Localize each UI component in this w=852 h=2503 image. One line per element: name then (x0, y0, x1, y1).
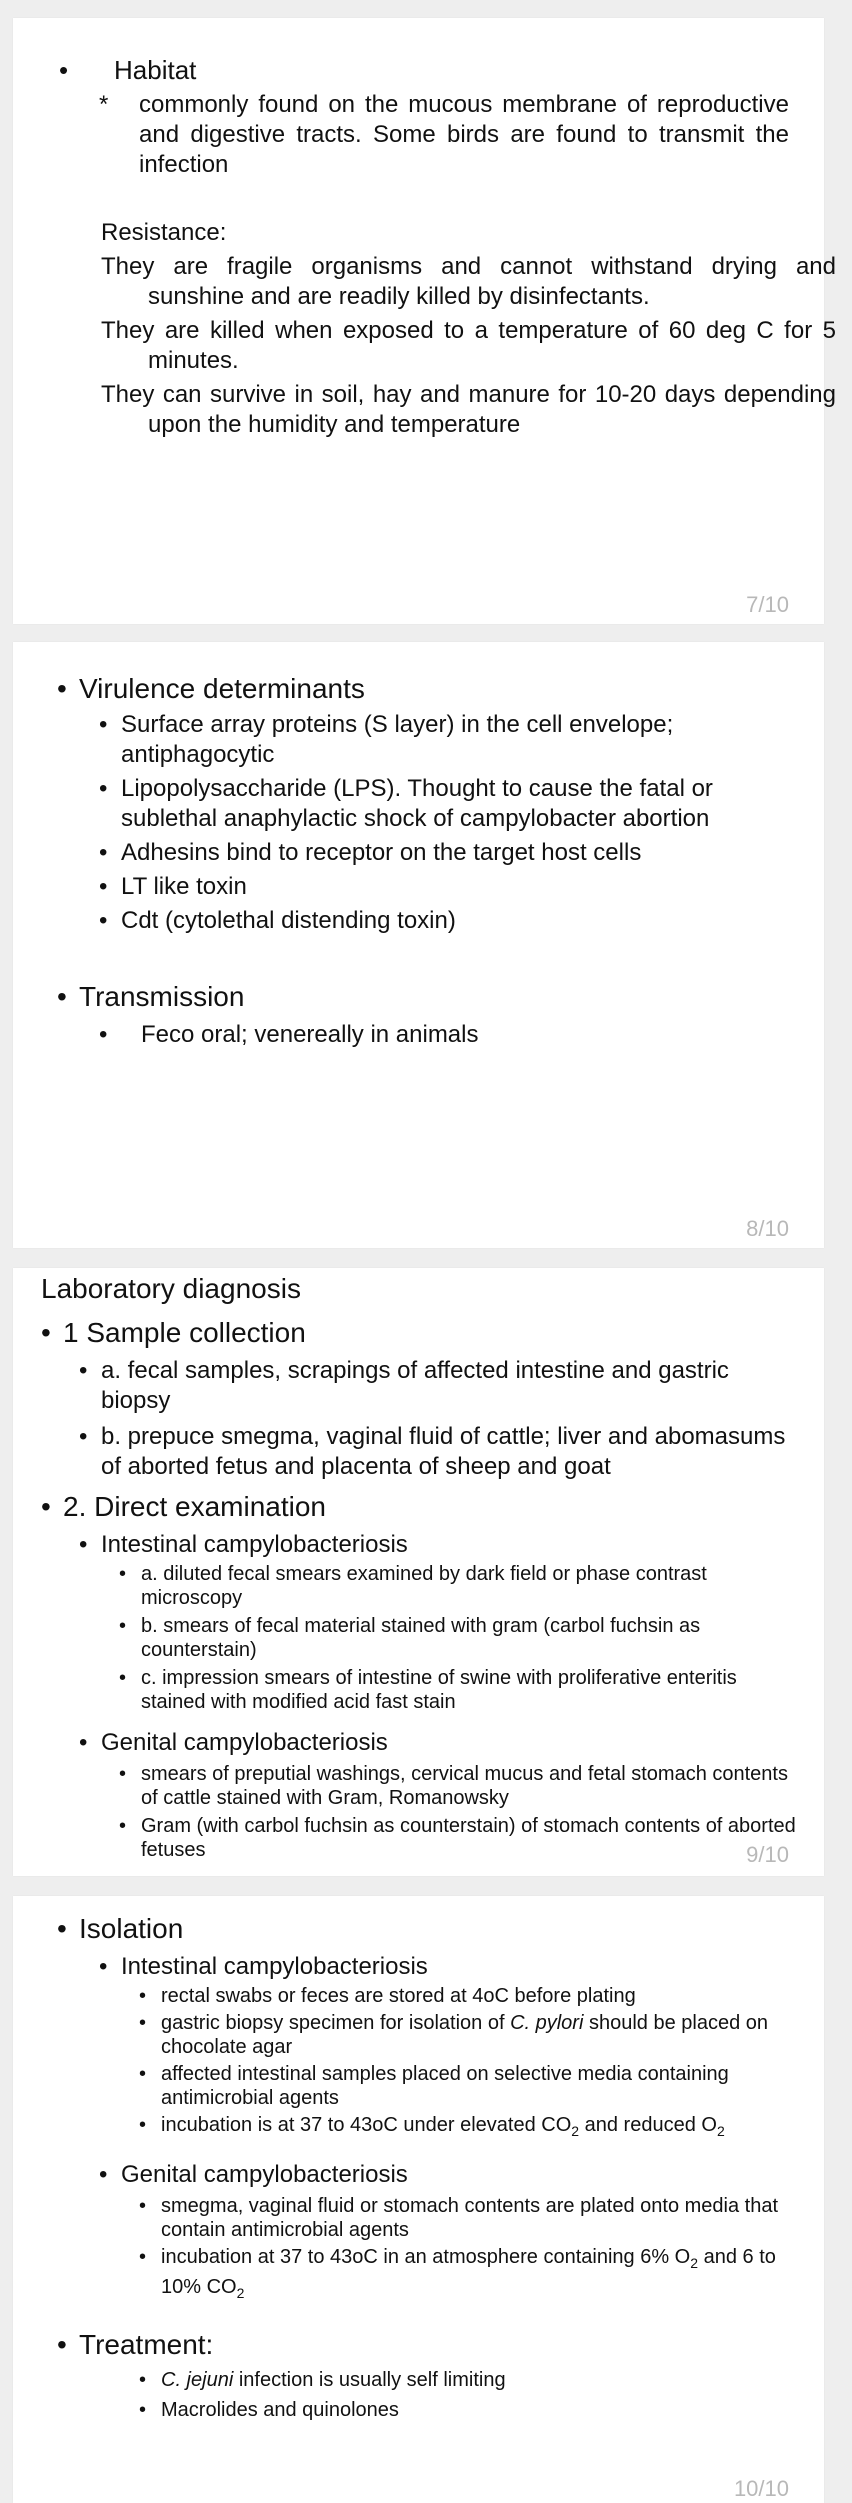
list-item: • Feco oral; venereally in animals (99, 1021, 479, 1048)
list-item: • a. fecal samples, scrapings of affected intestine and gastric biopsy (79, 1357, 729, 1414)
intestinal-heading-row: • Intestinal campylobacteriosis (79, 1531, 408, 1558)
direct-heading-row (41, 1490, 326, 1524)
list-item: • LT like toxin (99, 873, 247, 900)
list-item: • gastric biopsy specimen for isolation of C. pylori should be placed on chocolate agar (139, 2012, 769, 2058)
genital-isolation-list (139, 2194, 799, 2305)
bullet-icon: • (79, 1531, 88, 1558)
bullet-icon: • (79, 1729, 88, 1756)
intestinal-isolation-list (139, 1984, 799, 2143)
list-item: • a. diluted fecal smears examined by dark field or phase contrast microscopy (119, 1563, 707, 1609)
bullet-icon: • (41, 1491, 51, 1522)
list-item: • Adhesins bind to receptor on the target host cells (99, 839, 642, 866)
isolation-heading-row (57, 1912, 183, 1946)
treatment-heading: Treatment: (79, 2329, 214, 2360)
virulence-list (99, 710, 799, 936)
bullet-icon: • (99, 839, 108, 866)
bullet-icon: • (139, 2063, 147, 2085)
sample-heading-row (41, 1316, 306, 1350)
page-number: 8/10 (746, 1216, 789, 1241)
sample-heading: 1 Sample collection (63, 1317, 306, 1348)
bullet-icon: • (57, 1913, 67, 1944)
page-number: 9/10 (746, 1842, 789, 1867)
page-number: 10/10 (733, 2476, 789, 2501)
resistance-heading: Resistance: (101, 219, 227, 246)
slide-9 (13, 1268, 824, 1876)
genital-heading-row: • Genital campylobacteriosis (79, 1729, 388, 1756)
genital-heading-row: • Genital campylobacteriosis (99, 2161, 408, 2188)
treatment-heading-row (57, 2328, 213, 2362)
bullet-icon: • (79, 1357, 88, 1384)
slide-8 (13, 642, 824, 1248)
list-item: • b. prepuce smegma, vaginal fluid of cattle; liver and abomasums of aborted fetus and placenta of sheep and goat (79, 1423, 786, 1480)
list-item: • smears of preputial washings, cervical mucus and fetal stomach contents of cattle stained with Gram, Romanowsky (119, 1763, 788, 1809)
list-item: • Macrolides and quinolones (139, 2399, 399, 2421)
slide-10 (13, 1896, 824, 2503)
list-item: • b. smears of fecal material stained with gram (carbol fuchsin as counterstain) (119, 1615, 701, 1661)
resistance-para-2: They are killed when exposed to a temperature of 60 deg C for 5 minutes. (101, 317, 836, 374)
habitat-heading: Habitat (114, 55, 197, 85)
bullet-icon: • (41, 1317, 51, 1348)
direct-heading: 2. Direct examination (63, 1491, 327, 1522)
bullet-icon: • (139, 2012, 147, 2034)
bullet-icon: • (57, 981, 67, 1012)
bullet-icon: • (99, 1021, 108, 1048)
list-item: • Gram (with carbol fuchsin as counterstain) of stomach contents of aborted fetuses (119, 1815, 796, 1861)
bullet-icon: • (139, 2195, 147, 2217)
transmission-heading-row (57, 980, 244, 1014)
bullet-icon: • (59, 55, 69, 85)
bullet-icon: • (99, 1953, 108, 1980)
intestinal-list (119, 1562, 799, 1714)
bullet-icon: • (99, 907, 108, 934)
bullet-icon: • (139, 2246, 147, 2268)
bullet-icon: • (99, 873, 108, 900)
bullet-icon: • (139, 2369, 147, 2391)
treatment-list (139, 2368, 799, 2422)
list-item: • rectal swabs or feces are stored at 4oC before plating (139, 1985, 636, 2007)
bullet-icon: • (99, 711, 108, 738)
habitat-text: commonly found on the mucous membrane of reproductive and digestive tracts. Some birds are found to transmit the infection (139, 91, 789, 178)
asterisk-bullet-icon: * (99, 91, 109, 118)
bullet-icon: • (119, 1815, 127, 1837)
bullet-icon: • (139, 1985, 147, 2007)
list-item: • Lipopolysaccharide (LPS). Thought to cause the fatal or sublethal anaphylactic shock of campylobacter abortion (99, 775, 713, 832)
virulence-heading-row (57, 672, 365, 706)
bullet-icon: • (57, 673, 67, 704)
slide-7 (13, 18, 836, 624)
list-item: • smegma, vaginal fluid or stomach contents are plated onto media that contain antimicrobial agents (139, 2195, 779, 2241)
list-item: • C. jejuni infection is usually self limiting (139, 2369, 506, 2391)
list-item: • Cdt (cytolethal distending toxin) (99, 907, 456, 934)
slide-title: Laboratory diagnosis (41, 1273, 301, 1304)
list-item: • incubation at 37 to 43oC in an atmosphere containing 6% $O_2$ and 6 to 10% $CO_2$ (139, 2245, 799, 2305)
bullet-icon: • (99, 2161, 108, 2188)
virulence-heading: Virulence determinants (79, 673, 365, 704)
bullet-icon: • (99, 775, 108, 802)
bullet-icon: • (79, 1423, 88, 1450)
bullet-icon: • (139, 2399, 147, 2421)
list-item: • c. impression smears of intestine of swine with proliferative enteritis stained with modified acid fast stain (119, 1667, 737, 1713)
isolation-heading: Isolation (79, 1913, 184, 1944)
intestinal-heading-row: • Intestinal campylobacteriosis (99, 1953, 428, 1980)
list-item: • incubation is at 37 to 43oC under elevated $CO_2$ and reduced $O_2$ (139, 2113, 799, 2143)
bullet-icon: • (139, 2114, 147, 2136)
bullet-icon: • (119, 1615, 127, 1637)
bullet-icon: • (119, 1667, 127, 1689)
transmission-heading: Transmission (79, 981, 245, 1012)
genital-list (119, 1762, 799, 1862)
bullet-icon: • (119, 1563, 127, 1585)
sample-list (79, 1356, 799, 1482)
bullet-icon: • (119, 1763, 127, 1785)
page-number: 7/10 (746, 592, 789, 617)
resistance-para-3: They can survive in soil, hay and manure for 10-20 days depending upon the humidity and temperature (101, 381, 836, 438)
list-item: • affected intestinal samples placed on selective media containing antimicrobial agents (139, 2063, 729, 2109)
bullet-icon: • (57, 2329, 67, 2360)
list-item: • Surface array proteins (S layer) in the cell envelope; antiphagocytic (99, 711, 674, 768)
habitat-star-row (99, 90, 789, 180)
resistance-para-1: They are fragile organisms and cannot withstand drying and sunshine and are readily killed by disinfectants. (101, 253, 836, 310)
habitat-bullet-row (59, 54, 196, 86)
